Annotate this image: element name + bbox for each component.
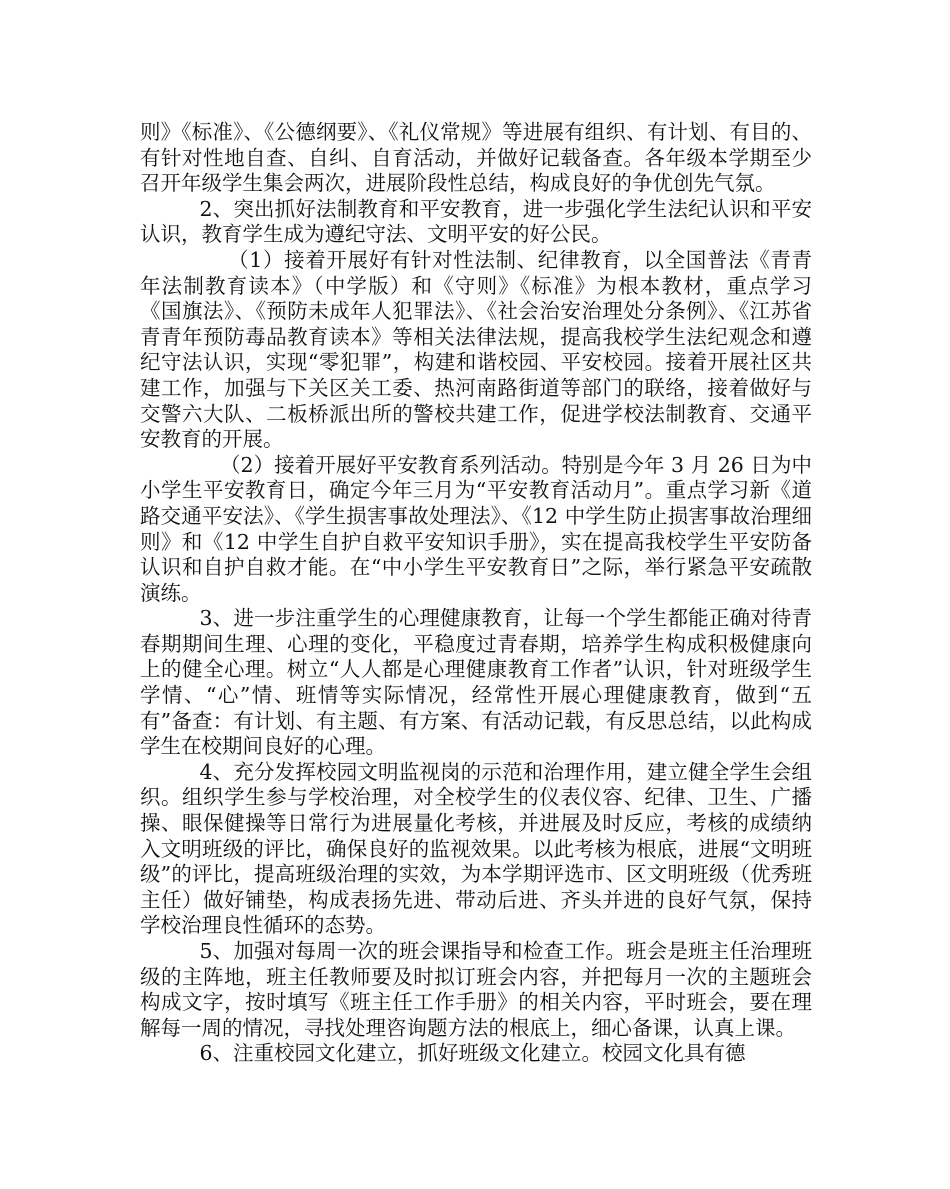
paragraph-item-2: 2、突出抓好法制教育和平安教育，进一步强化学生法纪认识和平安认识，教育学生成为遵纪守法、文明平安的好公民。 xyxy=(140,196,812,247)
document-page xyxy=(140,120,812,1067)
paragraph-item-2-1: （1）接着开展好有针对性法制、纪律教育，以全国普法《青青年法制教育读本》（中学版）和《守则》《标准》为根本教材，重点学习《国旗法》、《预防未成年人犯罪法》、《社会治安治理处分条例》、《江苏省青青年预防毒品教育读本》等相关法律法规，提高我校学生法纪观念和遵纪守法认识，实现“零犯罪”，构建和谐校园、平安校园。接着开展社区共建工作，加强与下关区关工委、热河南路街道等部门的联络，接着做好与交警六大队、二板桥派出所的警校共建工作，促进学校法制教育、交通平安教育的开展。 xyxy=(140,247,812,452)
paragraph-item-3: 3、进一步注重学生的心理健康教育，让每一个学生都能正确对待青春期期间生理、心理的变化，平稳度过青春期，培养学生构成积极健康向上的健全心理。树立“人人都是心理健康教育工作者”认识，针对班级学生学情、“心”情、班情等实际情况，经常性开展心理健康教育，做到“五有”备查：有计划、有主题、有方案、有活动记载，有反思总结，以此构成学生在校期间良好的心理。 xyxy=(140,606,812,759)
paragraph-item-5: 5、加强对每周一次的班会课指导和检查工作。班会是班主任治理班级的主阵地，班主任教师要及时拟订班会内容，并把每月一次的主题班会构成文字，按时填写《班主任工作手册》的相关内容，平时班会，要在理解每一周的情况，寻找处理咨询题方法的根底上，细心备课，认真上课。 xyxy=(140,939,812,1040)
paragraph-item-4: 4、充分发挥校园文明监视岗的示范和治理作用，建立健全学生会组织。组织学生参与学校治理，对全校学生的仪表仪容、纪律、卫生、广播操、眼保健操等日常行为进展量化考核，并进展及时反应，考核的成绩纳入文明班级的评比，确保良好的监视效果。以此考核为根底，进展“文明班级”的评比，提高班级治理的实效，为本学期评选市、区文明班级（优秀班主任）做好铺垫，构成表扬先进、带动后进、齐头并进的良好气氛，保持学校治理良性循环的态势。 xyxy=(140,759,812,938)
paragraph-continued: 则》《标准》、《公德纲要》、《礼仪常规》等进展有组织、有计划、有目的、有针对性地自查、自纠、自育活动，并做好记载备查。各年级本学期至少召开年级学生集会两次，进展阶段性总结，构成良好的争优创先气氛。 xyxy=(140,120,812,196)
paragraph-item-2-2: （2）接着开展好平安教育系列活动。特别是今年 3 月 26 日为中小学生平安教育日，确定今年三月为“平安教育活动月”。重点学习新《道路交通平安法》、《学生损害事故处理法》、《12 中学生防止损害事故治理细则》和《12 中学生自护自救平安知识手册》，实在提高我校学生平安防备认识和自护自救才能。在“中小学生平安教育日”之际，举行紧急平安疏散演练。 xyxy=(140,452,812,605)
paragraph-item-6: 6、注重校园文化建立，抓好班级文化建立。校园文化具有德 xyxy=(199,1041,746,1066)
